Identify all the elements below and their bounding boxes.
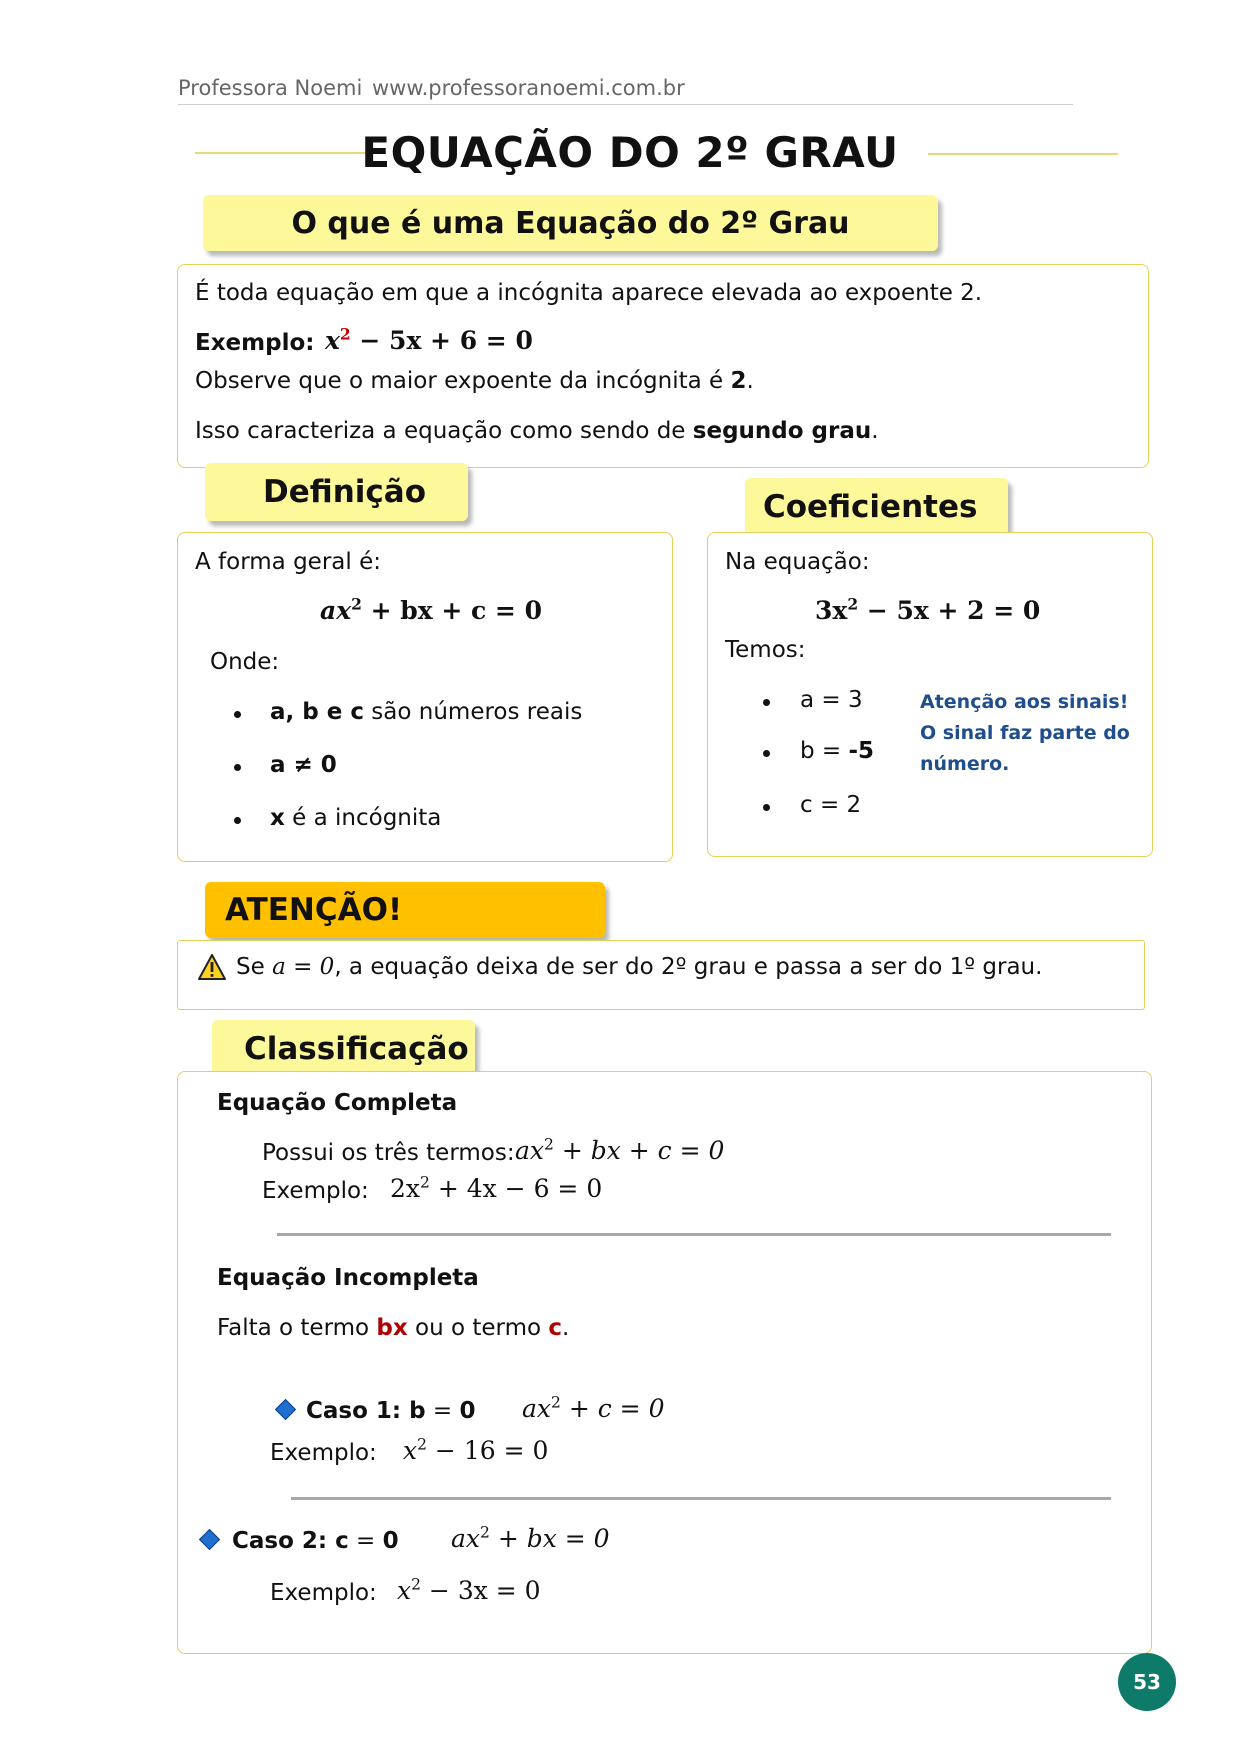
case2-label: Caso 2: c = 0 xyxy=(232,1528,399,1554)
case1-label: Caso 1: b = 0 xyxy=(306,1398,476,1424)
in-equation-label: Na equação: xyxy=(725,549,870,575)
attention-tag: ATENÇÃO! xyxy=(205,882,605,938)
bullet xyxy=(234,764,241,771)
coefficients-tag: Coeficientes xyxy=(745,478,1008,536)
complete-example-label: Exemplo: xyxy=(262,1178,369,1204)
definition-item-1: a, b e c são números reais xyxy=(270,699,583,725)
bullet xyxy=(763,750,770,757)
title-line-right xyxy=(928,153,1118,155)
case2-example: $x^2 - 3x = 0$ xyxy=(397,1575,541,1605)
complete-formula: $ax^2$ + bx + c = 0 xyxy=(515,1135,725,1165)
bullet xyxy=(763,699,770,706)
page-title: EQUAÇÃO DO 2º GRAU xyxy=(361,128,899,177)
intro-line3: Observe que o maior expoente da incógnita é 2. xyxy=(195,368,754,394)
case2-formula: $ax^2$ + bx = 0 xyxy=(451,1523,610,1553)
where-label: Onde: xyxy=(210,649,280,675)
header-author: Professora Noemi xyxy=(178,76,363,100)
bullet xyxy=(763,804,770,811)
coefficients-equation: $3x^2 - 5x + 2 = 0$ xyxy=(815,594,1041,625)
case1-formula: $ax^2 + c = 0$ xyxy=(522,1393,665,1423)
intro-line4: Isso caracteriza a equação como sendo de segundo grau. xyxy=(195,418,879,444)
header-url[interactable]: www.professoranoemi.com.br xyxy=(372,76,685,100)
coef-c: c = 2 xyxy=(800,792,862,818)
section-divider xyxy=(277,1233,1111,1236)
definition-item-3: x é a incógnita xyxy=(270,805,442,831)
intro-tag: O que é uma Equação do 2º Grau xyxy=(203,195,938,251)
complete-example: $2x^2 + 4x - 6 = 0$ xyxy=(390,1173,603,1203)
we-have-label: Temos: xyxy=(725,637,806,663)
classification-tag: Classificação xyxy=(212,1020,475,1077)
coef-b: b = -5 xyxy=(800,738,875,764)
definition-item-2: a ≠ 0 xyxy=(270,752,337,778)
intro-example-formula: $x^2 - 5x + 6 = 0$ xyxy=(325,324,533,355)
header-divider xyxy=(178,104,1073,105)
case1-example-label: Exemplo: xyxy=(270,1440,377,1466)
general-formula: $ax^2$ + bx + c = 0 xyxy=(320,594,542,625)
incomplete-text: Falta o termo bx ou o termo c. xyxy=(217,1315,570,1341)
complete-has-label: Possui os três termos: xyxy=(262,1140,515,1166)
definition-tag: Definição xyxy=(205,463,468,521)
coef-a: a = 3 xyxy=(800,687,863,713)
intro-line1: É toda equação em que a incógnita aparece elevada ao expoente 2. xyxy=(195,280,983,306)
complete-title: Equação Completa xyxy=(217,1090,458,1116)
incomplete-title: Equação Incompleta xyxy=(217,1265,479,1291)
case2-example-label: Exemplo: xyxy=(270,1580,377,1606)
general-form-label: A forma geral é: xyxy=(195,549,381,575)
attention-text: Se a = 0, a equação deixa de ser do 2º grau e passa a ser do 1º grau. xyxy=(236,954,1043,980)
bullet xyxy=(234,711,241,718)
bullet xyxy=(234,817,241,824)
page-number-badge: 53 xyxy=(1118,1653,1176,1711)
signs-note: Atenção aos sinais! O sinal faz parte do número. xyxy=(920,691,1130,775)
section-divider xyxy=(291,1497,1111,1500)
warning-triangle-icon xyxy=(197,953,227,981)
intro-example-label: Exemplo: xyxy=(195,330,315,356)
case1-example: $x^2 - 16 = 0$ xyxy=(403,1435,549,1465)
